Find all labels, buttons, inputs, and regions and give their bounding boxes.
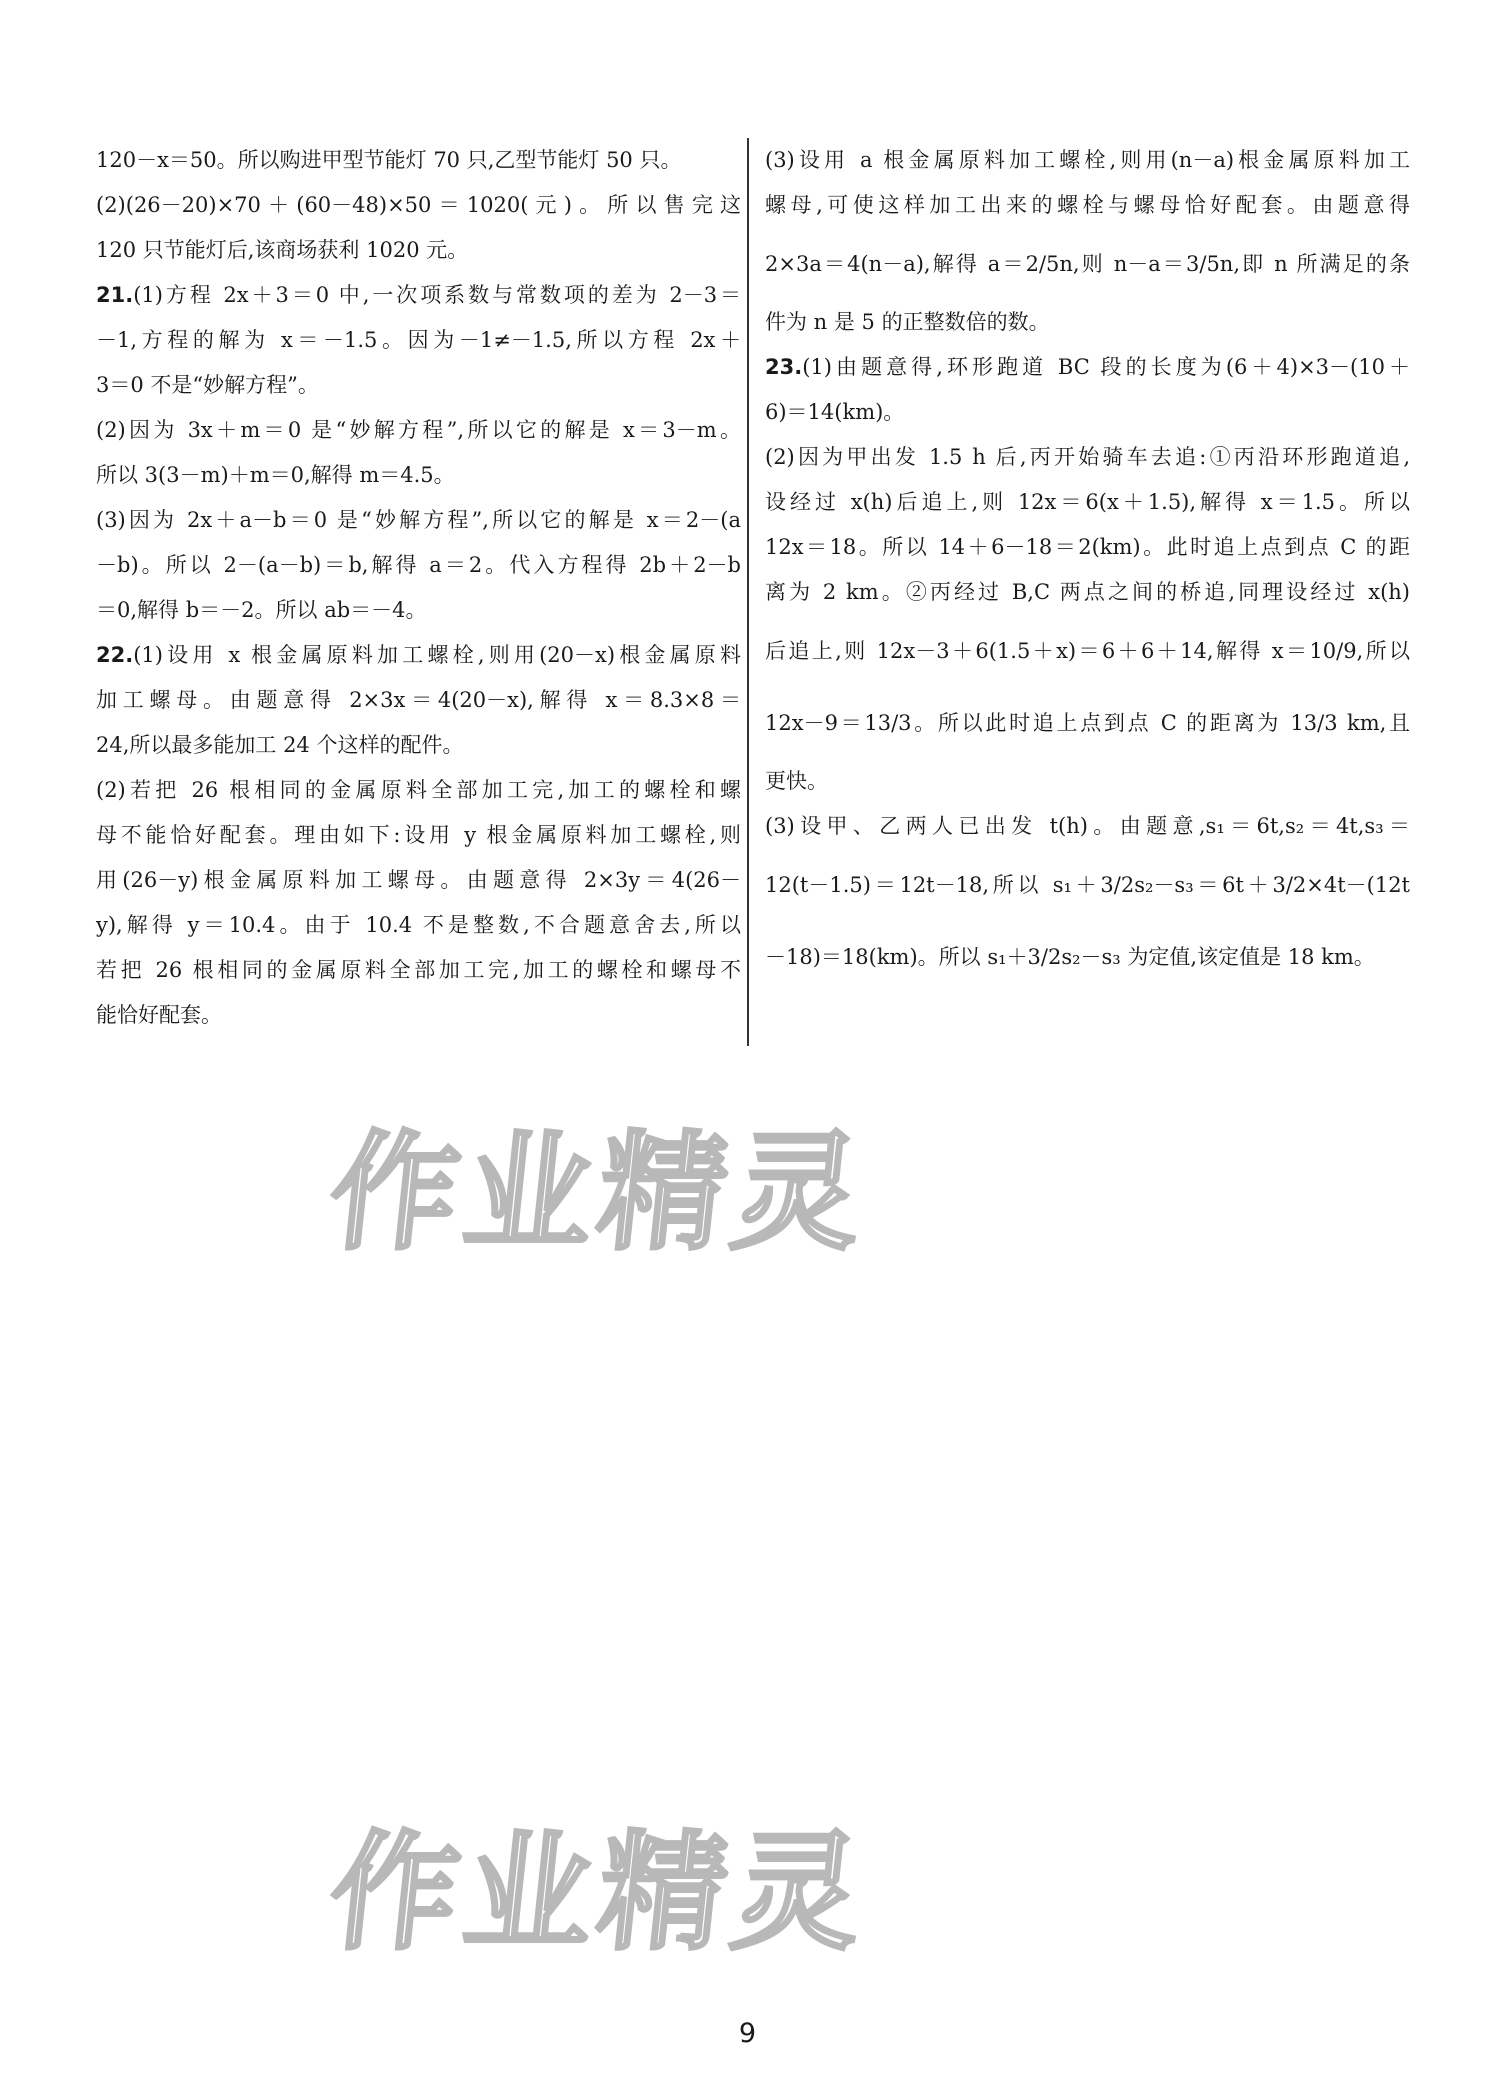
text-line bbox=[96, 453, 741, 498]
line-text: (3)设甲、乙两人已出发 t(h)。由题意,s₁＝6t,s₂＝4t,s₃＝ bbox=[765, 814, 1410, 838]
column-divider bbox=[747, 138, 749, 1046]
text-line bbox=[765, 615, 1410, 687]
line-text: 能恰好配套。 bbox=[96, 1003, 222, 1027]
right-column bbox=[765, 138, 1410, 993]
line-text: 3＝0 不是“妙解方程”。 bbox=[96, 373, 319, 397]
line-text: 更快。 bbox=[765, 769, 828, 793]
text-line bbox=[765, 525, 1410, 570]
text-line bbox=[96, 723, 741, 768]
line-text: －b)。所以 2－(a－b)＝b,解得 a＝2。代入方程得 2b＋2－b bbox=[96, 553, 741, 577]
text-line bbox=[96, 138, 741, 183]
text-line bbox=[765, 570, 1410, 615]
line-text: ＝0,解得 b＝－2。所以 ab＝－4。 bbox=[96, 598, 427, 622]
line-text: －1,方程的解为 x＝－1.5。因为－1≠－1.5,所以方程 2x＋ bbox=[96, 328, 741, 352]
line-text: (2)因为甲出发 1.5 h 后,丙开始骑车去追:①丙沿环形跑道追, bbox=[765, 445, 1410, 469]
line-text: (2)(26－20)×70＋(60－48)×50＝1020(元)。所以售完这 bbox=[96, 193, 741, 217]
line-text: (1)由题意得,环形跑道 BC 段的长度为(6＋4)×3－(10＋ bbox=[802, 355, 1410, 379]
text-line bbox=[765, 300, 1410, 345]
text-line bbox=[96, 318, 741, 363]
left-column bbox=[96, 138, 741, 1038]
line-text: 螺母,可使这样加工出来的螺栓与螺母恰好配套。由题意得 bbox=[765, 193, 1410, 217]
line-text: －18)＝18(km)。所以 s₁＋3/2s₂－s₃ 为定值,该定值是 18 km。 bbox=[765, 945, 1375, 969]
text-line bbox=[96, 813, 741, 858]
page-number: 9 bbox=[738, 2018, 757, 2049]
text-line bbox=[96, 903, 741, 948]
text-line bbox=[96, 183, 741, 228]
line-text: 12(t－1.5)＝12t－18,所以 s₁＋3/2s₂－s₃＝6t＋3/2×4t－(12t bbox=[765, 873, 1410, 897]
text-line bbox=[765, 228, 1410, 300]
watermark-bottom: 作业精灵 bbox=[322, 1819, 875, 1968]
text-line bbox=[765, 435, 1410, 480]
text-line bbox=[96, 498, 741, 543]
text-line bbox=[765, 849, 1410, 921]
text-line bbox=[765, 183, 1410, 228]
text-line bbox=[765, 687, 1410, 759]
text-line bbox=[96, 273, 741, 318]
text-line bbox=[765, 480, 1410, 525]
line-text: (2)因为 3x＋m＝0 是“妙解方程”,所以它的解是 x＝3－m。 bbox=[96, 418, 741, 442]
text-line bbox=[96, 948, 741, 993]
line-text: 用(26－y)根金属原料加工螺母。由题意得 2×3y＝4(26－ bbox=[96, 868, 741, 892]
text-line bbox=[96, 228, 741, 273]
text-line bbox=[96, 543, 741, 588]
text-line bbox=[765, 759, 1410, 804]
text-line bbox=[765, 138, 1410, 183]
text-line bbox=[765, 804, 1410, 849]
line-text: 12x－9＝13/3。所以此时追上点到点 C 的距离为 13/3 km,且 bbox=[765, 711, 1410, 735]
text-line bbox=[96, 678, 741, 723]
text-line bbox=[96, 588, 741, 633]
line-text: (1)方程 2x＋3＝0 中,一次项系数与常数项的差为 2－3＝ bbox=[133, 283, 741, 307]
line-text: 12x＝18。所以 14＋6－18＝2(km)。此时追上点到点 C 的距 bbox=[765, 535, 1410, 559]
line-text: (1)设用 x 根金属原料加工螺栓,则用(20－x)根金属原料 bbox=[133, 643, 741, 667]
line-text: 若把 26 根相同的金属原料全部加工完,加工的螺栓和螺母不 bbox=[96, 958, 741, 982]
line-text: 2×3a＝4(n－a),解得 a＝2/5n,则 n－a＝3/5n,即 n 所满足的条 bbox=[765, 252, 1410, 276]
text-line bbox=[765, 390, 1410, 435]
text-line bbox=[96, 858, 741, 903]
line-text: 所以 3(3－m)＋m＝0,解得 m＝4.5。 bbox=[96, 463, 455, 487]
text-line bbox=[96, 633, 741, 678]
line-text: 件为 n 是 5 的正整数倍的数。 bbox=[765, 310, 1050, 334]
line-text: y),解得 y＝10.4。由于 10.4 不是整数,不合题意舍去,所以 bbox=[96, 913, 741, 937]
question-number: 21. bbox=[96, 283, 134, 307]
line-text: 24,所以最多能加工 24 个这样的配件。 bbox=[96, 733, 464, 757]
text-line bbox=[765, 345, 1410, 390]
text-line bbox=[96, 408, 741, 453]
watermark-top: 作业精灵 bbox=[322, 1119, 875, 1268]
line-text: (2)若把 26 根相同的金属原料全部加工完,加工的螺栓和螺 bbox=[96, 778, 741, 802]
line-text: 120－x＝50。所以购进甲型节能灯 70 只,乙型节能灯 50 只。 bbox=[96, 148, 682, 172]
line-text: (3)因为 2x＋a－b＝0 是“妙解方程”,所以它的解是 x＝2－(a bbox=[96, 508, 741, 532]
line-text: 设经过 x(h)后追上,则 12x＝6(x＋1.5),解得 x＝1.5。所以 bbox=[765, 490, 1410, 514]
question-number: 22. bbox=[96, 643, 134, 667]
line-text: 离为 2 km。②丙经过 B,C 两点之间的桥追,同理设经过 x(h) bbox=[765, 580, 1410, 604]
line-text: 母不能恰好配套。理由如下:设用 y 根金属原料加工螺栓,则 bbox=[96, 823, 741, 847]
line-text: (3)设用 a 根金属原料加工螺栓,则用(n－a)根金属原料加工 bbox=[765, 148, 1410, 172]
text-line bbox=[765, 921, 1410, 993]
line-text: 后追上,则 12x－3＋6(1.5＋x)＝6＋6＋14,解得 x＝10/9,所以 bbox=[765, 639, 1410, 663]
line-text: 加工螺母。由题意得 2×3x＝4(20－x),解得 x＝8.3×8＝ bbox=[96, 688, 741, 712]
text-line bbox=[96, 768, 741, 813]
text-line bbox=[96, 993, 741, 1038]
line-text: 120 只节能灯后,该商场获利 1020 元。 bbox=[96, 238, 469, 262]
question-number: 23. bbox=[765, 355, 803, 379]
text-line bbox=[96, 363, 741, 408]
line-text: 6)＝14(km)。 bbox=[765, 400, 905, 424]
